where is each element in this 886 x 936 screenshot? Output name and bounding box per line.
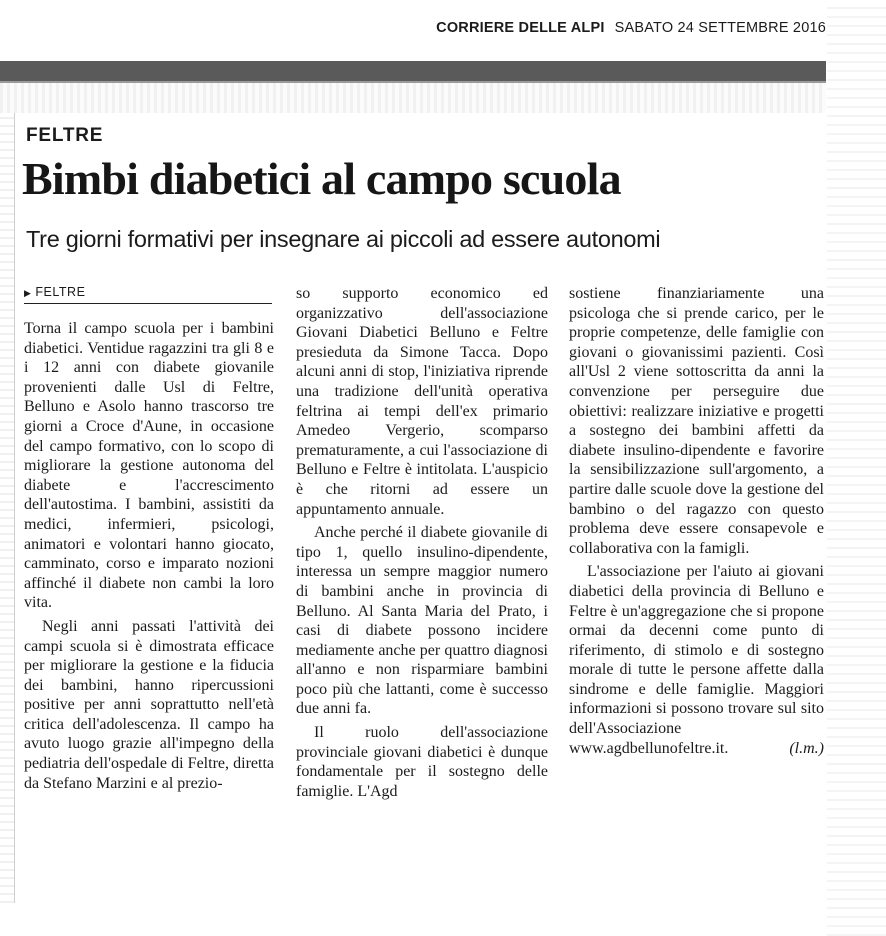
paragraph: sostiene finanziariamente una psicologa che si prende carico, per le proprie competenze, delle famiglie con giovani o giovanissimi pazienti. Così all'Usl 2 viene sottoscritta da anni la convenzione per perseguire due obiettivi: realizzare iniziative e progetti a sostegno dei bambini affetti da diabete insulino-dipendente e favorire la sensibilizzazione sull'argomento, a partire dalle scuole dove la gestione del bambino o del ragazzo con questo problema deve essere consapevole e collaborativa con la famigli. xyxy=(569,285,824,557)
author-signoff: (l.m.) xyxy=(789,739,824,757)
paragraph: Il ruolo dell'associazione provinciale giovani diabetici è dunque fondamentale per il sostegno delle famiglie. L'Agd xyxy=(296,724,548,800)
byline-location: FELTRE xyxy=(35,285,86,299)
bullet-marker-icon: ▶ xyxy=(24,288,32,298)
paragraph: Torna il campo scuola per i bambini diabetici. Ventidue ragazzini tra gli 8 e i 12 anni con diabete giovanile provenienti dalle Usl di Feltre, Belluno e Asolo hanno trascorso tre giorni a Croce d'Aune, in occasione del campo formativo, con lo scopo di migliorare la gestione autonoma del diabete e l'accrescimento dell'autostima. I bambini, assistiti da medici, infermieri, psicologi, animatori e volontari hanno giocato, camminato, corso e imparato nozioni affinché il diabete non cambi la loro vita. xyxy=(24,320,274,612)
left-column-edge xyxy=(0,113,15,903)
article-column-3 xyxy=(569,284,824,758)
article-headline: Bimbi diabetici al campo scuola xyxy=(22,153,621,204)
article-column-2 xyxy=(296,284,548,801)
newspaper-name: CORRIERE DELLE ALPI xyxy=(436,20,605,36)
article-subheadline: Tre giorni formativi per insegnare ai piccoli ad essere autonomi xyxy=(26,226,661,252)
issue-date: SABATO 24 SETTEMBRE 2016 xyxy=(614,20,826,36)
byline xyxy=(24,285,272,304)
header-band xyxy=(0,61,826,83)
article-column-1 xyxy=(24,319,274,793)
paragraph xyxy=(569,562,824,758)
paragraph: Anche perché il diabete giovanile di tipo 1, quello insulino-dipendente, interessa un sempre maggior numero di bambini anche in provincia di Belluno. Al Santa Maria del Prato, i casi di diabete possono incidere mediamente anche per quattro diagnosi all'anno e non risparmiare bambini poco più che lattanti, come è successo due anni fa. xyxy=(296,524,548,718)
paragraph: Negli anni passati l'attività dei campi scuola si è dimostrata efficace per migliorare la gestione e la fiducia dei bambini, hanno ripercussioni positive per anni soprattutto nell'età critica dell'adolescenza. Il campo ha avuto luogo grazie all'impegno della pediatria dell'ospedale di Feltre, diretta da Stefano Marzini e al prezio- xyxy=(24,617,274,792)
adjacent-page-edge xyxy=(827,0,886,936)
paragraph-text: L'associazione per l'aiuto ai giovani diabetici della provincia di Belluno e Feltre è un'aggregazione che si propone ormai da decenni come punto di riferimento, di stimolo e di sostegno morale di tutte le persone affette dalla sindrome e delle famiglie. Maggiori informazioni si possono trovare sul sito dell'Associazione www.agdbellunofeltre.it. xyxy=(569,563,824,757)
masthead xyxy=(436,20,826,36)
paragraph: so supporto economico ed organizzativo dell'associazione Giovani Diabetici Belluno e Feltre presieduta da Simone Tacca. Dopo alcuni anni di stop, l'iniziativa riprende una tradizione dell'unità operativa feltrina ai tempi dell'ex primario Amedeo Vergerio, scomparso prematuramente, a cui l'associazione di Belluno e Feltre è intitolata. L'auspicio è che ritorni ad essere un appuntamento annuale. xyxy=(296,285,548,518)
bleed-through-strip xyxy=(0,83,826,113)
section-kicker: FELTRE xyxy=(26,125,104,146)
